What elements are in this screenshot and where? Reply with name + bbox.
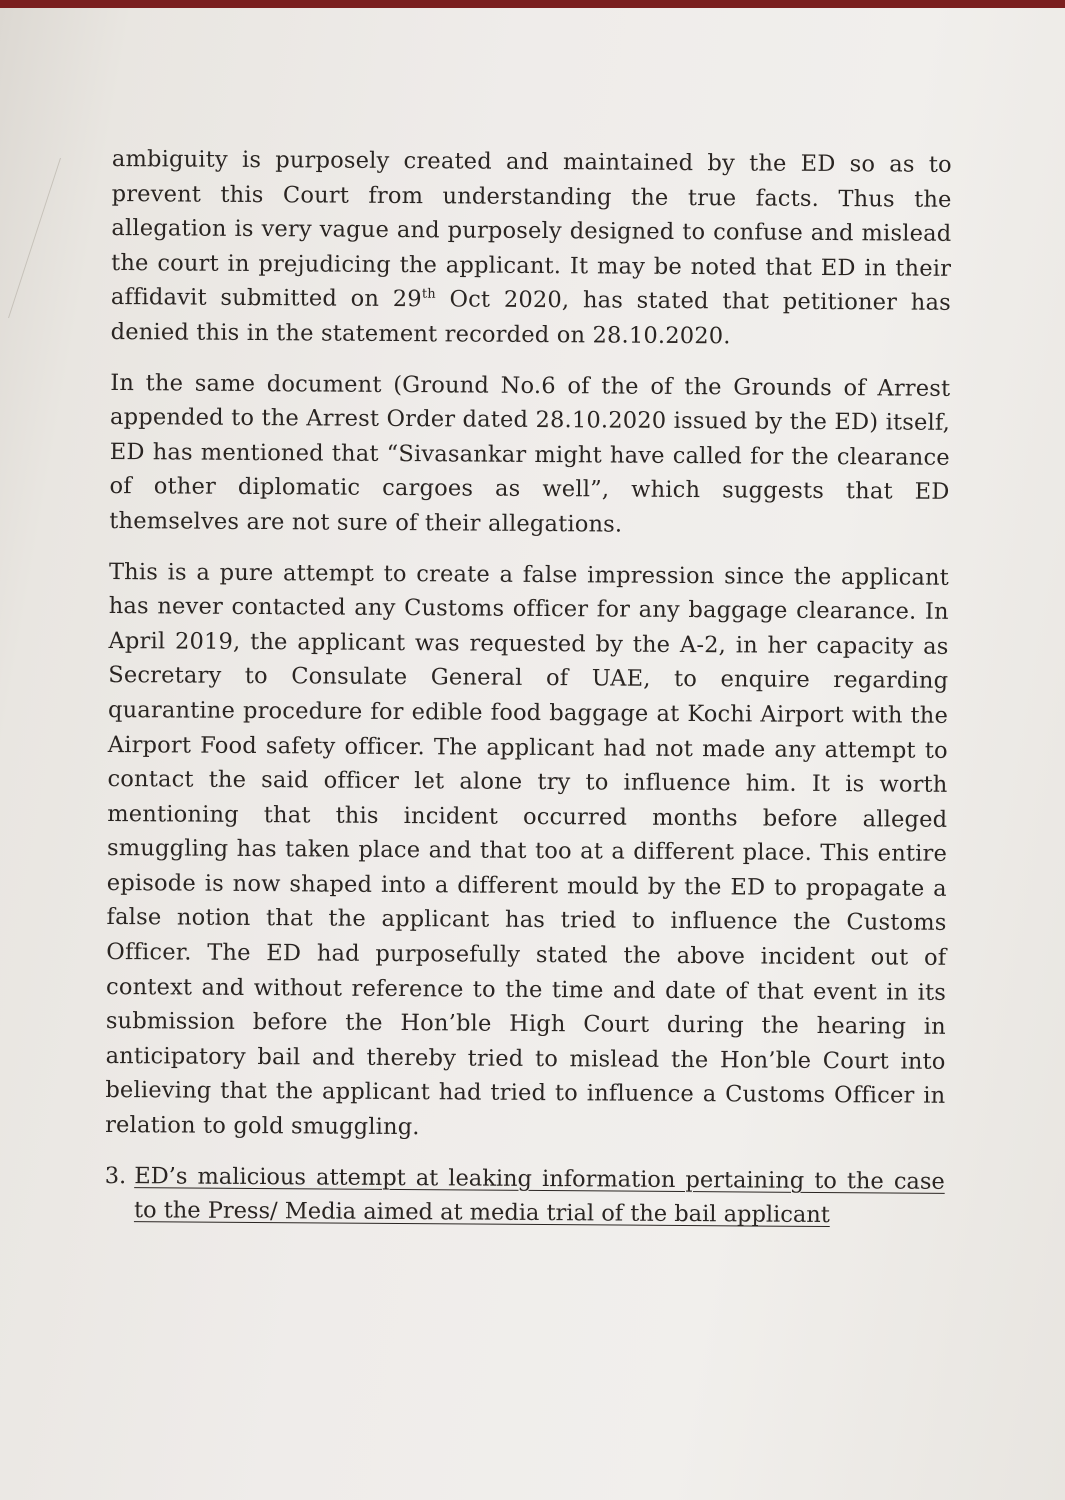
- paragraph-false-impression: This is a pure attempt to create a false impression since the applicant has never contacted any Customs officer for any baggage clearance. In April 2019, the applicant was requested by the A-2, in her capacity as Secretary to Consulate General of UAE, to enquire regarding quarantine procedure for edible food baggage at Kochi Airport with the Airport Food safety officer. The applicant had not made any attempt to contact the said officer let alone try to influence him. It is worth mentioning that this incident occurred months before alleged smuggling has taken place and that too at a different place. This entire episode is now shaped into a different mould by the ED to propagate a false notion that the applicant has tried to influence the Customs Officer. The ED had purposefully stated the above incident out of context and without reference to the time and date of that event in its submission before the Hon’ble High Court during the hearing in anticipatory bail and thereby tried to mislead the Hon’ble Court into believing that the applicant had tried to influence a Customs Officer in relation to gold smuggling.: [105, 558, 950, 1141]
- paper-fold: [0, 158, 61, 318]
- paragraph-ambiguity-text: ambiguity is purposely created and maintained by the ED so as to prevent this Court from understanding the true facts. Thus the allegation is very vague and purposely designed to confuse and mislead the court in prejudicing the applicant. It may be noted that ED in their affidavit submitted on 29: [110, 145, 952, 313]
- paragraph-ground-no6: In the same document (Ground No.6 of the of the Grounds of Arrest appended to the Arrest Order dated 28.10.2020 issued by the ED) itself, ED has mentioned that “Sivasankar might have called for the clearance of other diplomatic cargoes as well”, which suggests that ED themselves are not sure of their allegations.: [109, 369, 951, 538]
- section-number: 3.: [104, 1162, 127, 1189]
- ordinal-superscript: th: [421, 287, 436, 303]
- paragraph-ambiguity-text-end: Oct 2020, has stated that petitioner has denied this in the statement recorded on 28.10.2020.: [110, 286, 951, 350]
- paragraph-ambiguity: [111, 142, 952, 355]
- section-title: ED’s malicious attempt at leaking information pertaining to the case to the Press/ Media aimed at media trial of the bail applicant: [133, 1162, 945, 1229]
- section-heading-3: [104, 1159, 944, 1234]
- document-page: [104, 142, 952, 1234]
